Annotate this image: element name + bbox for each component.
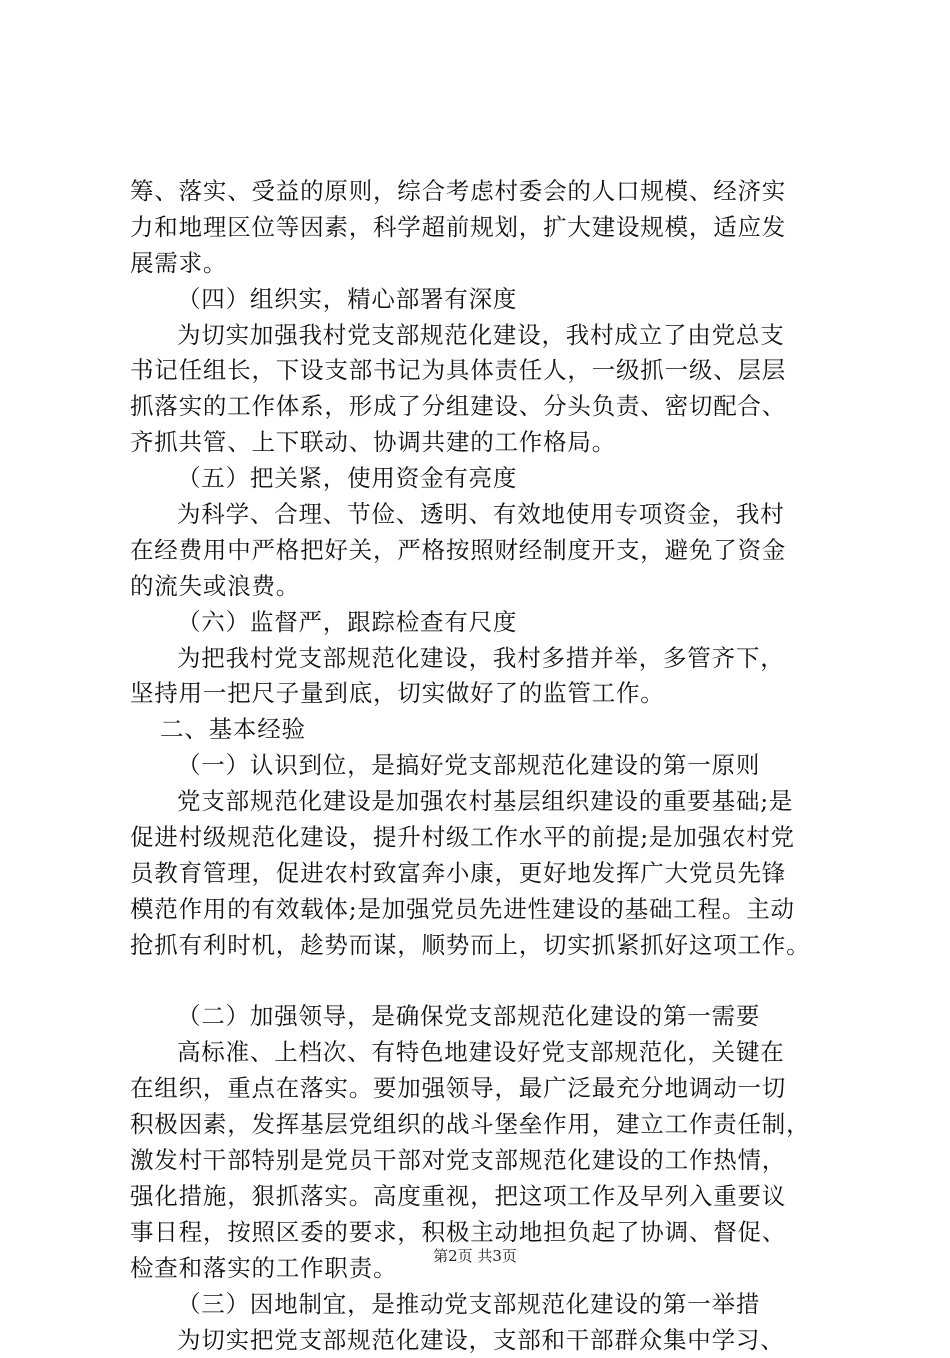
text-line: 坚持用一把尺子量到底，切实做好了的监管工作。 [130,676,850,712]
text-line: 在组织，重点在落实。要加强领导，最广泛最充分地调动一切 [130,1071,850,1107]
text-line: 展需求。 [130,246,850,282]
paragraph-start: 高标准、上档次、有特色地建设好党支部规范化，关键在 [130,1035,850,1071]
text-line: 书记任组长，下设支部书记为具体责任人，一级抓一级、层层 [130,353,850,389]
text-line: 员教育管理，促进农村致富奔小康，更好地发挥广大党员先锋 [130,856,850,892]
text-line: 抢抓有利时机，趁势而谋，顺势而上，切实抓紧抓好这项工作。 [130,928,850,964]
text-line: 抓落实的工作体系，形成了分组建设、分头负责、密切配合、 [130,389,850,425]
text-line: 在经费用中严格把好关，严格按照财经制度开支，避免了资金 [130,533,850,569]
section-heading: （五）把关紧，使用资金有亮度 [130,461,850,497]
paragraph-start: 为科学、合理、节俭、透明、有效地使用专项资金，我村 [130,497,850,533]
text-line: 模范作用的有效载体;是加强党员先进性建设的基础工程。主动 [130,892,850,928]
text-line: 的流失或浪费。 [130,569,850,605]
text-line: 筹、落实、受益的原则，综合考虑村委会的人口规模、经济实 [130,174,850,210]
section-heading: （一）认识到位，是搞好党支部规范化建设的第一原则 [130,748,850,784]
section-heading: （二）加强领导，是确保党支部规范化建设的第一需要 [130,999,850,1035]
page-number-footer: 第2页 共3页 [0,1246,950,1266]
text-line: 齐抓共管、上下联动、协调共建的工作格局。 [130,425,850,461]
section-heading: （四）组织实，精心部署有深度 [130,282,850,318]
text-line: 强化措施，狠抓落实。高度重视，把这项工作及早列入重要议 [130,1179,850,1215]
paragraph-start: 为把我村党支部规范化建设，我村多措并举，多管齐下， [130,641,850,677]
paragraph-start: 为切实加强我村党支部规范化建设，我村成立了由党总支 [130,318,850,354]
text-line: 激发村干部特别是党员干部对党支部规范化建设的工作热情， [130,1143,850,1179]
chapter-heading: 二、基本经验 [130,712,850,748]
text-line: 促进村级规范化建设，提升村级工作水平的前提;是加强农村党 [130,820,850,856]
text-line: 积极因素，发挥基层党组织的战斗堡垒作用，建立工作责任制， [130,1107,850,1143]
text-line: 力和地理区位等因素，科学超前规划，扩大建设规模，适应发 [130,210,850,246]
section-heading: （三）因地制宜，是推动党支部规范化建设的第一举措 [130,1287,850,1323]
document-body [130,174,850,1358]
blank-line [130,964,850,1000]
text-line: 事日程，按照区委的要求，积极主动地担负起了协调、督促、 [130,1215,850,1251]
text-line: 检查和落实的工作职责。 [130,1251,850,1287]
paragraph-start: 为切实把党支部规范化建设，支部和干部群众集中学习、 [130,1323,850,1358]
paragraph-start: 党支部规范化建设是加强农村基层组织建设的重要基础;是 [130,784,850,820]
section-heading: （六）监督严，跟踪检查有尺度 [130,605,850,641]
